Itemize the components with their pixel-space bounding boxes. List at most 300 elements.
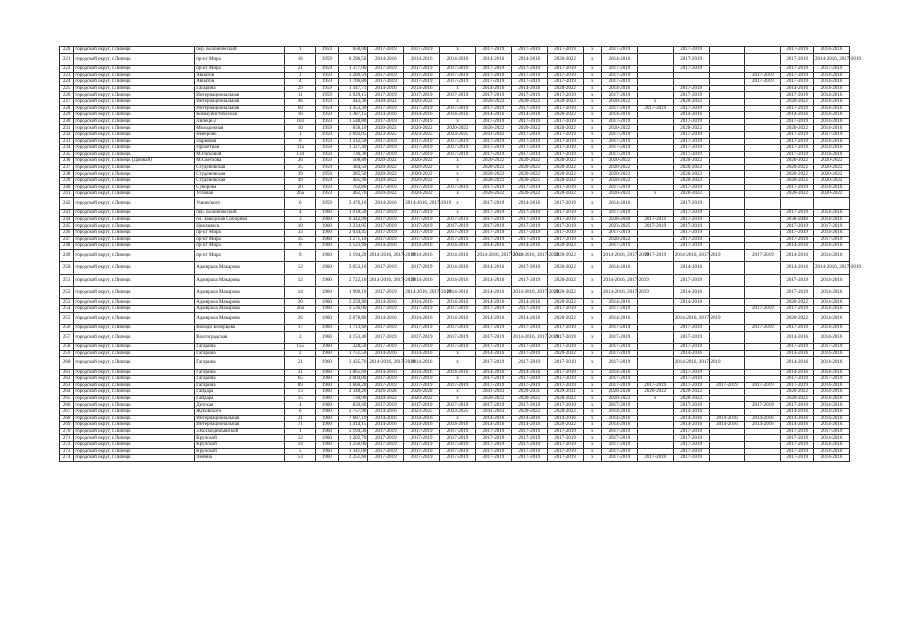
repair-period-cell: 2017-2019: [368, 210, 404, 217]
repair-period-cell: 2023-2025: [601, 223, 637, 230]
table-row: [60, 343, 850, 350]
repair-period-cell: [637, 305, 673, 312]
repair-period-cell: [709, 184, 745, 191]
repair-period-cell: 2017-2019: [637, 455, 673, 462]
table-row: [60, 299, 850, 306]
repair-period-cell: 2017-2019: [547, 72, 583, 79]
repair-period-cell: 2017-2019: [673, 428, 709, 435]
repair-period-cell: 2017-2019: [673, 184, 709, 191]
row-number-cell: 232: [60, 131, 74, 138]
repair-period-cell: 2017-2019: [475, 47, 511, 54]
repair-period-cell: 2023-2025: [368, 131, 404, 138]
repair-period-cell: [745, 442, 781, 449]
repair-period-cell: 2017-2019: [673, 65, 709, 72]
area-cell: 3 053,10: [338, 262, 368, 274]
repair-period-cell: 2017-2019: [637, 216, 673, 223]
repair-period-cell: 2017-2019: [511, 357, 547, 369]
repair-period-cell: 2014-2016: [814, 442, 850, 449]
repair-period-cell: х: [440, 164, 476, 171]
repair-period-cell: 2017-2019: [673, 131, 709, 138]
repair-period-cell: [709, 92, 745, 99]
repair-period-cell: 2014-2016: [440, 262, 476, 274]
repair-period-cell: [745, 230, 781, 237]
repair-period-cell: 2017-2019: [814, 131, 850, 138]
area-cell: 2 034,45: [338, 230, 368, 237]
repair-period-cell: 2020-2022: [547, 164, 583, 171]
repair-period-cell: 2014-2016: [404, 350, 440, 357]
repair-period-cell: 2014-2016: [511, 369, 547, 376]
street-cell: Адмирала Макарова: [195, 274, 285, 286]
row-number-cell: 271: [60, 435, 74, 442]
row-number-cell: 270: [60, 428, 74, 435]
repair-period-cell: [709, 47, 745, 54]
repair-period-cell: 2020-2022: [368, 125, 404, 132]
municipality-cell: городской округ, г.Липецк: [74, 286, 195, 298]
repair-period-cell: 2017-2019: [440, 79, 476, 86]
repair-period-cell: 2014-2016: [673, 409, 709, 416]
build-year-cell: 1959: [316, 151, 339, 158]
repair-period-cell: [709, 216, 745, 223]
municipality-cell: городской округ, г.Липецк: [74, 350, 195, 357]
housing-repair-schedule-table: [59, 46, 861, 462]
repair-period-cell: 2017-2019: [368, 402, 404, 409]
street-cell: Крупской: [195, 442, 285, 449]
municipality-cell: городской округ, г.Липецк: [74, 210, 195, 217]
repair-period-cell: [709, 151, 745, 158]
repair-period-cell: [709, 131, 745, 138]
repair-period-cell: 2014-2016: [475, 422, 511, 429]
repair-period-cell: 2014-2016: [368, 415, 404, 422]
repair-period-cell: 2014-2016: [709, 415, 745, 422]
repair-period-cell: 2020-2022: [511, 158, 547, 165]
repair-period-cell: 2020-2022: [781, 299, 814, 306]
build-year-cell: 1959: [316, 112, 339, 119]
street-cell: Гагарина: [195, 350, 285, 357]
repair-period-cell: 2014-2016: [368, 53, 404, 65]
repair-period-cell: 2014-2016: [781, 422, 814, 429]
area-cell: 1 018,56: [338, 210, 368, 217]
repair-period-cell: [745, 428, 781, 435]
municipality-cell: городской округ, г.Липецк (Дачный): [74, 158, 195, 165]
area-cell: 1 865,69: [338, 369, 368, 376]
repair-period-cell: х: [583, 85, 601, 92]
repair-period-cell: 2020-2022: [814, 171, 850, 178]
repair-period-cell: 2017-2019: [404, 184, 440, 191]
repair-period-cell: [745, 448, 781, 455]
repair-period-cell: 2014-2016: [814, 125, 850, 132]
repair-period-cell: 2017-2019: [547, 357, 583, 369]
municipality-cell: городской округ, г.Липецк: [74, 131, 195, 138]
repair-period-cell: 2017-2019: [601, 47, 637, 54]
build-year-cell: 1960: [316, 389, 339, 396]
repair-period-cell: 2020-2022: [368, 395, 404, 402]
repair-period-cell: [745, 210, 781, 217]
house-number-cell: 2: [285, 72, 316, 79]
repair-period-cell: [745, 197, 781, 209]
repair-period-cell: [709, 72, 745, 79]
table-row: [60, 112, 850, 119]
repair-period-cell: 2017-2019: [547, 369, 583, 376]
street-cell: Пролетная: [195, 145, 285, 152]
repair-period-cell: 2014-2016: [511, 299, 547, 306]
house-number-cell: 14: [285, 442, 316, 449]
area-cell: 1 202,70: [338, 435, 368, 442]
repair-period-cell: 2017-2019: [404, 230, 440, 237]
area-cell: 1 548,80: [338, 118, 368, 125]
table-row: [60, 305, 850, 312]
repair-period-cell: 2017-2019: [781, 72, 814, 79]
area-cell: 3 929,15: [338, 92, 368, 99]
repair-period-cell: х: [583, 131, 601, 138]
repair-period-cell: 2017-2019: [673, 435, 709, 442]
street-cell: пер. Болонический: [195, 210, 285, 217]
table-row: [60, 230, 850, 237]
repair-period-cell: 2017-2019: [673, 138, 709, 145]
repair-period-cell: 2017-2019: [440, 343, 476, 350]
repair-period-cell: 2014-2016: [814, 138, 850, 145]
repair-period-cell: 2017-2019: [547, 236, 583, 243]
repair-period-cell: 2017-2019: [475, 184, 511, 191]
repair-period-cell: 2020-2022: [511, 191, 547, 198]
repair-period-cell: [745, 331, 781, 343]
repair-period-cell: 2020-2022: [404, 178, 440, 185]
repair-period-cell: 2017-2019: [368, 118, 404, 125]
table-row: [60, 98, 850, 105]
municipality-cell: городской округ, г.Липецк: [74, 178, 195, 185]
house-number-cell: 4: [285, 79, 316, 86]
repair-period-cell: [637, 164, 673, 171]
repair-period-cell: 2014-2016, 2017-2019: [368, 357, 404, 369]
area-cell: 1 713,60: [338, 324, 368, 331]
repair-period-cell: 2017-2019: [781, 223, 814, 230]
repair-period-cell: 2014-2016: [814, 249, 850, 261]
repair-period-cell: [709, 236, 745, 243]
repair-period-cell: 2014-2016: [814, 382, 850, 389]
repair-period-cell: 2014-2016: [475, 299, 511, 306]
repair-period-cell: 2017-2019: [475, 402, 511, 409]
repair-period-cell: 2014-2016: [511, 53, 547, 65]
municipality-cell: городской округ, г.Липецк: [74, 197, 195, 209]
repair-period-cell: 2014-2016: [745, 415, 781, 422]
repair-period-cell: 2017-2019: [368, 455, 404, 462]
repair-period-cell: 2017-2019: [781, 305, 814, 312]
repair-period-cell: 2017-2019: [547, 324, 583, 331]
repair-period-cell: 2014-2016: [601, 312, 637, 324]
repair-period-cell: х: [583, 249, 601, 261]
repair-period-cell: [709, 448, 745, 455]
house-number-cell: 15: [285, 395, 316, 402]
repair-period-cell: [637, 112, 673, 119]
house-number-cell: 4: [285, 402, 316, 409]
municipality-cell: городской округ, г.Липецк: [74, 184, 195, 191]
repair-period-cell: 2017-2019: [475, 151, 511, 158]
house-number-cell: 33: [285, 230, 316, 237]
row-number-cell: 229: [60, 112, 74, 119]
repair-period-cell: 2017-2019: [814, 376, 850, 383]
repair-period-cell: 2017-2019: [368, 286, 404, 298]
table-row: [60, 415, 850, 422]
repair-period-cell: 2014-2016: [368, 409, 404, 416]
repair-period-cell: 2017-2019: [673, 442, 709, 449]
repair-period-cell: х: [583, 409, 601, 416]
repair-period-cell: [709, 171, 745, 178]
row-number-cell: 238: [60, 171, 74, 178]
repair-period-cell: [637, 357, 673, 369]
repair-period-cell: 2020-2022: [673, 164, 709, 171]
repair-period-cell: 2014-2016: [781, 112, 814, 119]
repair-period-cell: 2017-2019: [511, 442, 547, 449]
street-cell: Липецк-2: [195, 118, 285, 125]
repair-period-cell: х: [440, 158, 476, 165]
repair-period-cell: 2017-2019: [601, 92, 637, 99]
municipality-cell: городской округ, г.Липецк: [74, 376, 195, 383]
area-cell: 385,50: [338, 171, 368, 178]
street-cell: пр-кт Мира: [195, 249, 285, 261]
repair-period-cell: х: [440, 85, 476, 92]
repair-period-cell: [673, 79, 709, 86]
repair-period-cell: 2014-2016: [673, 350, 709, 357]
table-row: [60, 53, 850, 65]
build-year-cell: 1960: [316, 286, 339, 298]
repair-period-cell: 2017-2019: [781, 151, 814, 158]
row-number-cell: 228: [60, 105, 74, 112]
repair-period-cell: 2020-2022: [547, 53, 583, 65]
street-cell: З.Космодемьянской: [195, 428, 285, 435]
repair-period-cell: 2017-2019: [673, 118, 709, 125]
repair-period-cell: 2017-2019: [781, 53, 814, 65]
repair-period-cell: 2017-2019: [475, 72, 511, 79]
row-number-cell: 258: [60, 343, 74, 350]
repair-period-cell: 2017-2019: [673, 455, 709, 462]
area-cell: 1 751,50: [338, 350, 368, 357]
house-number-cell: 12: [285, 274, 316, 286]
row-number-cell: 227: [60, 98, 74, 105]
street-cell: Ленина: [195, 455, 285, 462]
repair-period-cell: 2020-2022: [673, 125, 709, 132]
repair-period-cell: [673, 305, 709, 312]
repair-period-cell: 2014-2016: [814, 357, 850, 369]
house-number-cell: 1: [285, 47, 316, 54]
repair-period-cell: [709, 158, 745, 165]
repair-period-cell: 2014-2016: [814, 105, 850, 112]
repair-period-cell: [745, 286, 781, 298]
row-number-cell: 221: [60, 53, 74, 65]
repair-period-cell: 2017-2019: [601, 382, 637, 389]
repair-period-cell: 2017-2019: [745, 402, 781, 409]
municipality-cell: городской округ, г.Липецк: [74, 223, 195, 230]
repair-period-cell: 2014-2016: [814, 145, 850, 152]
repair-period-cell: [745, 312, 781, 324]
house-number-cell: 12: [285, 435, 316, 442]
table-row: [60, 47, 850, 54]
repair-period-cell: [637, 409, 673, 416]
repair-period-cell: 2020-2022: [511, 178, 547, 185]
repair-period-cell: х: [583, 79, 601, 86]
repair-period-cell: [637, 299, 673, 306]
municipality-cell: городской округ, г.Липецк: [74, 357, 195, 369]
repair-period-cell: [745, 131, 781, 138]
repair-period-cell: 2014-2016: [404, 85, 440, 92]
repair-period-cell: х: [583, 197, 601, 209]
repair-period-cell: [637, 47, 673, 54]
repair-period-cell: 2017-2019: [781, 236, 814, 243]
repair-period-cell: [745, 236, 781, 243]
repair-period-cell: х: [583, 286, 601, 298]
repair-period-cell: [709, 79, 745, 86]
repair-period-cell: 2020-2022: [404, 125, 440, 132]
repair-period-cell: 2014-2016: [511, 197, 547, 209]
repair-period-cell: 2014-2016: [814, 455, 850, 462]
repair-period-cell: 2017-2019: [475, 65, 511, 72]
repair-period-cell: 2017-2019: [601, 350, 637, 357]
area-cell: 7 687,10: [338, 415, 368, 422]
repair-period-cell: [637, 343, 673, 350]
repair-period-cell: 2014-2016: [814, 243, 850, 250]
repair-period-cell: 2014-2016: [440, 112, 476, 119]
repair-period-cell: 2020-2022: [673, 389, 709, 396]
repair-period-cell: 2014-2016: [368, 243, 404, 250]
repair-period-cell: [709, 243, 745, 250]
street-cell: Угловая: [195, 191, 285, 198]
repair-period-cell: 2017-2019: [547, 435, 583, 442]
repair-period-cell: [745, 357, 781, 369]
house-number-cell: 6: [285, 197, 316, 209]
repair-period-cell: 2014-2016: [475, 112, 511, 119]
street-cell: Адмирала Макарова: [195, 305, 285, 312]
repair-period-cell: 2017-2019: [781, 230, 814, 237]
build-year-cell: 1960: [316, 343, 339, 350]
repair-period-cell: 2017-2019: [368, 376, 404, 383]
house-number-cell: 39: [285, 171, 316, 178]
municipality-cell: городской округ, г.Липецк: [74, 343, 195, 350]
repair-period-cell: [637, 92, 673, 99]
repair-period-cell: 2017-2019: [601, 131, 637, 138]
repair-period-cell: 2020-2022: [781, 164, 814, 171]
repair-period-cell: 2017-2019: [781, 184, 814, 191]
repair-period-cell: [709, 428, 745, 435]
municipality-cell: городской округ, г.Липецк: [74, 118, 195, 125]
row-number-cell: 220: [60, 47, 74, 54]
repair-period-cell: 2020-2022: [814, 164, 850, 171]
repair-period-cell: 2014-2016, 2017-2019: [673, 312, 709, 324]
repair-period-cell: 2017-2019: [547, 151, 583, 158]
repair-period-cell: 2020-2022: [368, 171, 404, 178]
repair-period-cell: х: [440, 171, 476, 178]
repair-period-cell: [745, 112, 781, 119]
repair-period-cell: 2017-2019: [673, 216, 709, 223]
repair-period-cell: 2017-2019: [404, 138, 440, 145]
repair-period-cell: 2014-2016: [368, 85, 404, 92]
repair-period-cell: 2017-2019: [781, 210, 814, 217]
row-number-cell: 263: [60, 382, 74, 389]
repair-period-cell: 2014-2016: [440, 422, 476, 429]
house-number-cell: 2: [285, 350, 316, 357]
municipality-cell: городской округ, г.Липецк: [74, 105, 195, 112]
repair-period-cell: х: [583, 312, 601, 324]
repair-period-cell: х: [583, 389, 601, 396]
repair-period-cell: 2014-2016: [368, 369, 404, 376]
repair-period-cell: [745, 223, 781, 230]
municipality-cell: городской округ, г.Липецк: [74, 422, 195, 429]
repair-period-cell: 2017-2019: [781, 105, 814, 112]
build-year-cell: 1960: [316, 376, 339, 383]
repair-period-cell: 2017-2019: [511, 455, 547, 462]
street-cell: пр-кт Мира: [195, 65, 285, 72]
house-number-cell: 11: [285, 92, 316, 99]
repair-period-cell: 2014-2016, 2017-2019: [601, 249, 637, 261]
repair-period-cell: 2020-2022: [547, 112, 583, 119]
repair-period-cell: 2014-2016: [404, 357, 440, 369]
repair-period-cell: 2014-2016: [404, 274, 440, 286]
repair-period-cell: 2017-2019: [547, 65, 583, 72]
repair-period-cell: 2017-2019: [673, 343, 709, 350]
municipality-cell: городской округ, г.Липецк: [74, 145, 195, 152]
row-number-cell: 250: [60, 262, 74, 274]
repair-period-cell: [745, 343, 781, 350]
repair-period-cell: 2014-2016, 2017-2019: [368, 274, 404, 286]
house-number-cell: 1: [285, 131, 316, 138]
row-number-cell: 223: [60, 72, 74, 79]
table-row: [60, 178, 850, 185]
repair-period-cell: 2014-2016: [814, 72, 850, 79]
repair-period-cell: 2017-2019: [511, 151, 547, 158]
repair-period-cell: х: [583, 223, 601, 230]
house-number-cell: 6: [285, 409, 316, 416]
repair-period-cell: [709, 455, 745, 462]
repair-period-cell: 2017-2019: [781, 79, 814, 86]
repair-period-cell: 2017-2019: [368, 448, 404, 455]
municipality-cell: городской округ, г.Липецк: [74, 98, 195, 105]
repair-period-cell: [637, 131, 673, 138]
repair-period-cell: 2020-2022: [673, 98, 709, 105]
repair-period-cell: [745, 158, 781, 165]
repair-period-cell: 2020-2022: [475, 98, 511, 105]
repair-period-cell: 2017-2019: [814, 223, 850, 230]
repair-period-cell: 2029-2031: [511, 389, 547, 396]
repair-period-cell: 2017-2019: [475, 357, 511, 369]
repair-period-cell: 2020-2022: [673, 171, 709, 178]
area-cell: 2 722,10: [338, 274, 368, 286]
house-number-cell: 20а: [285, 305, 316, 312]
repair-period-cell: 2017-2019: [440, 138, 476, 145]
repair-period-cell: 2023-2025: [404, 131, 440, 138]
repair-period-cell: 2017-2019: [404, 65, 440, 72]
build-year-cell: 1960: [316, 216, 339, 223]
build-year-cell: 1959: [316, 164, 339, 171]
repair-period-cell: 2020-2022: [601, 395, 637, 402]
area-cell: 1 347,73: [338, 85, 368, 92]
repair-period-cell: х: [583, 455, 601, 462]
repair-period-cell: 2017-2019: [404, 382, 440, 389]
repair-period-cell: 2017-2019: [673, 210, 709, 217]
repair-period-cell: х: [583, 98, 601, 105]
repair-period-cell: 2014-2016: [511, 422, 547, 429]
repair-period-cell: 2017-2019: [547, 448, 583, 455]
row-number-cell: 254: [60, 305, 74, 312]
row-number-cell: 256: [60, 324, 74, 331]
repair-period-cell: 2014-2016: [404, 422, 440, 429]
area-cell: 858,10: [338, 125, 368, 132]
repair-period-cell: 2014-2016: [814, 92, 850, 99]
repair-period-cell: [637, 435, 673, 442]
repair-period-cell: 2017-2019: [475, 197, 511, 209]
street-cell: Гагарина: [195, 369, 285, 376]
house-number-cell: 5: [285, 448, 316, 455]
repair-period-cell: 2014-2016: [511, 85, 547, 92]
municipality-cell: городской округ, г.Липецк: [74, 65, 195, 72]
repair-period-cell: 2014-2016: [601, 409, 637, 416]
repair-period-cell: 2014-2016: [814, 395, 850, 402]
